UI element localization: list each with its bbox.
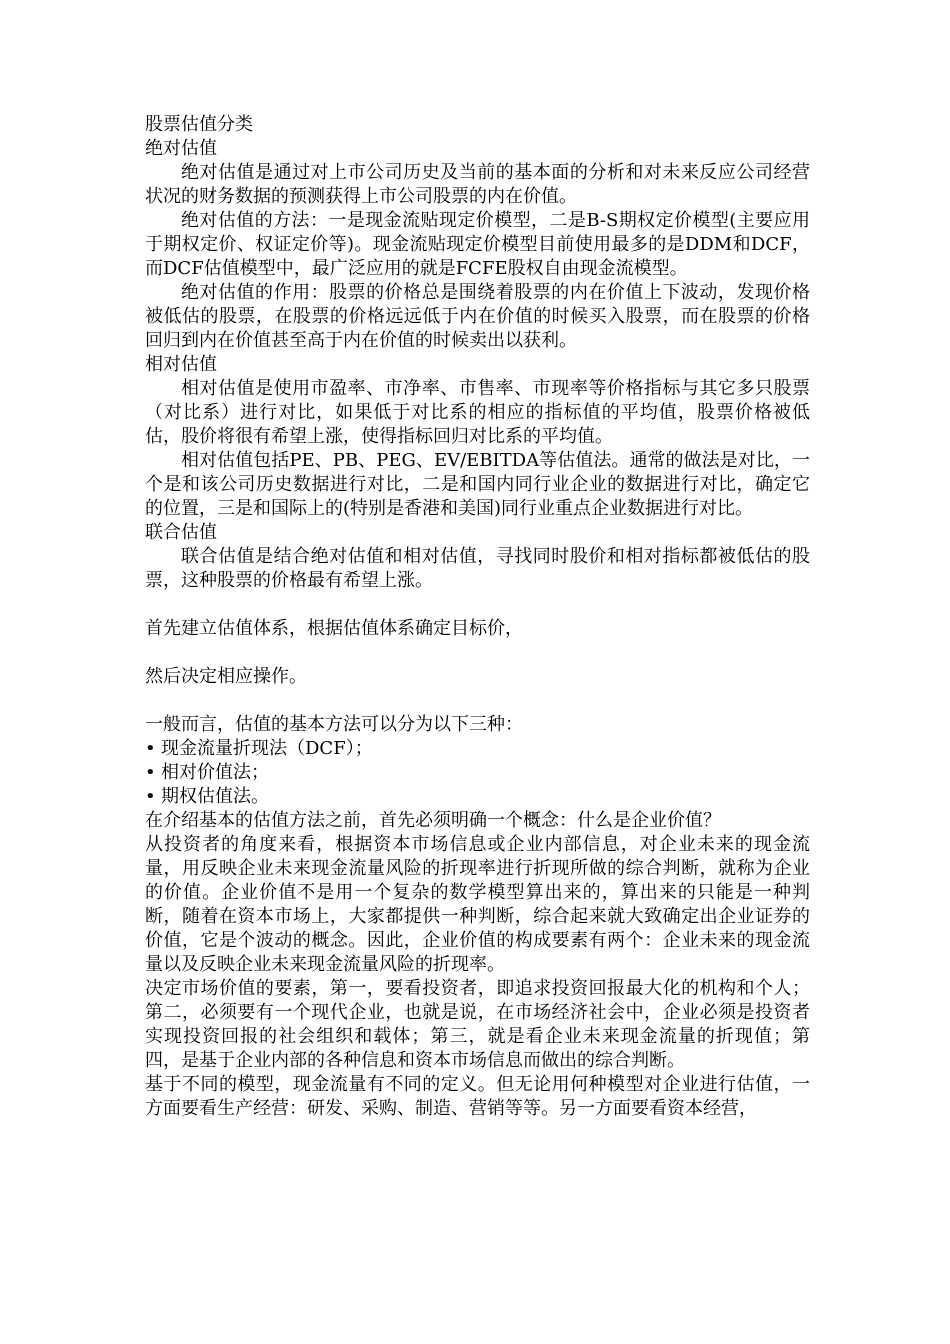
list-item-label: 期权估值法。 [161, 786, 269, 807]
step-then: 然后决定相应操作。 [145, 666, 307, 687]
paragraph: 从投资者的角度来看，根据资本市场信息或企业内部信息，对企业未来的现金流量，用反映企业未来现金流量风险的折现率进行折现所做的综合判断，就称为企业的价值。企业价值不是用一个复杂的数学模型算出来的，算出来的只能是一种判断，随着在资本市场上，大家都提供一种判断，综合起来就大致确定出企业证券的价值，它是个波动的概念。因此，企业价值的构成要素有两个：企业未来的现金流量以及反映企业未来现金流量风险的折现率。 [145, 834, 810, 975]
spacer [145, 641, 810, 665]
paragraph: 基于不同的模型，现金流量有不同的定义。但无论用何种模型对企业进行估值，一方面要看生产经营：研发、采购、制造、营销等等。另一方面要看资本经营， [145, 1074, 810, 1119]
spacer [145, 689, 810, 713]
step-first: 首先建立估值体系，根据估值体系确定目标价， [145, 618, 523, 639]
list-item [145, 761, 810, 785]
section-heading-relative: 相对估值 [145, 354, 217, 375]
list-item [145, 737, 810, 761]
spacer [145, 593, 810, 617]
section-heading-absolute: 绝对估值 [145, 138, 217, 159]
paragraph: 联合估值是结合绝对估值和相对估值，寻找同时股价和相对指标都被低估的股票，这种股票的价格最有希望上涨。 [145, 546, 810, 591]
document-title: 股票估值分类 [145, 114, 253, 135]
document-page [145, 113, 810, 1121]
paragraph: 绝对估值是通过对上市公司历史及当前的基本面的分析和对未来反应公司经营状况的财务数据的预测获得上市公司股票的内在价值。 [145, 162, 810, 207]
paragraph: 绝对估值的作用：股票的价格总是围绕着股票的内在价值上下波动，发现价格被低估的股票，在股票的价格远远低于内在价值的时候买入股票，而在股票的价格回归到内在价值甚至高于内在价值的时候卖出以获利。 [145, 282, 810, 351]
list-item [145, 785, 810, 809]
paragraph: 相对估值包括PE、PB、PEG、EV/EBITDA等估值法。通常的做法是对比，一个是和该公司历史数据进行对比，二是和国内同行业企业的数据进行对比，确定它的位置，三是和国际上的(特别是香港和美国)同行业重点企业数据进行对比。 [145, 450, 810, 519]
list-item-label: 相对价值法； [161, 762, 269, 783]
bullet-icon: • [145, 738, 156, 759]
methods-list [145, 737, 810, 809]
methods-intro: 一般而言，估值的基本方法可以分为以下三种： [145, 714, 523, 735]
list-item-label: 现金流量折现法（DCF）； [161, 738, 373, 759]
paragraph: 相对估值是使用市盈率、市净率、市售率、市现率等价格指标与其它多只股票（对比系）进行对比，如果低于对比系的相应的指标值的平均值，股票价格被低估，股价将很有希望上涨，使得指标回归对比系的平均值。 [145, 378, 810, 447]
paragraph: 绝对估值的方法：一是现金流贴现定价模型，二是B-S期权定价模型(主要应用于期权定价、权证定价等)。现金流贴现定价模型目前使用最多的是DDM和DCF，而DCF估值模型中，最广泛应用的就是FCFE股权自由现金流模型。 [145, 210, 810, 279]
paragraph: 在介绍基本的估值方法之前，首先必须明确一个概念：什么是企业价值？ [145, 810, 721, 831]
bullet-icon: • [145, 786, 156, 807]
paragraph: 决定市场价值的要素，第一，要看投资者，即追求投资回报最大化的机构和个人；第二，必须要有一个现代企业，也就是说，在市场经济社会中，企业必须是投资者实现投资回报的社会组织和载体；第三，就是看企业未来现金流量的折现值；第四，是基于企业内部的各种信息和资本市场信息而做出的综合判断。 [145, 978, 810, 1071]
section-heading-joint: 联合估值 [145, 522, 217, 543]
bullet-icon: • [145, 762, 156, 783]
